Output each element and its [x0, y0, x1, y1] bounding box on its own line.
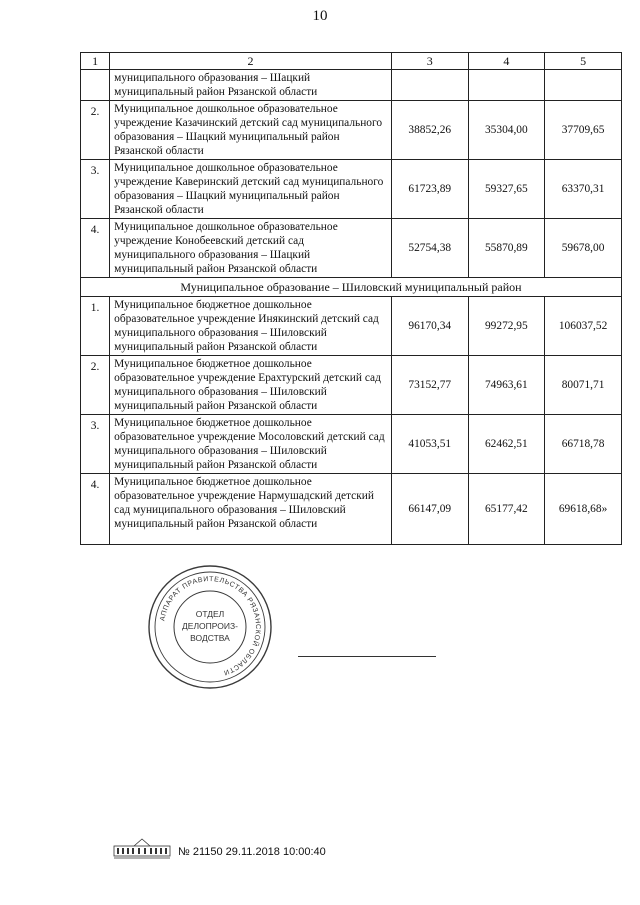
section-title: Муниципальное образование – Шиловский муниципальный район — [81, 278, 622, 297]
value-col3 — [391, 70, 468, 101]
building-emblem-icon — [112, 836, 172, 860]
institution-name: Муниципальное дошкольное образовательное учреждение Конобеевский детский сад муниципального образования – Шацкий муниципальный район Рязанской области — [110, 219, 392, 278]
page-number: 10 — [312, 8, 328, 24]
table-row — [81, 160, 622, 219]
table-row — [81, 101, 622, 160]
header-cell: 2 — [110, 53, 392, 70]
value-col5: 66718,78 — [545, 415, 622, 474]
value-col4: 74963,61 — [468, 356, 545, 415]
stamp-line-1: ОТДЕЛ — [195, 609, 225, 619]
table-row — [81, 219, 622, 278]
table-row — [81, 70, 622, 101]
value-col4: 35304,00 — [468, 101, 545, 160]
value-col4: 62462,51 — [468, 415, 545, 474]
table-row — [81, 356, 622, 415]
stamp-line-2: ДЕЛОПРОИЗ- — [182, 621, 238, 631]
value-col4 — [468, 70, 545, 101]
value-col3: 41053,51 — [391, 415, 468, 474]
row-number: 4. — [81, 474, 110, 545]
row-number: 4. — [81, 219, 110, 278]
institution-name: Муниципальное дошкольное образовательное учреждение Казачинский детский сад муниципального образования – Шацкий муниципальный район Рязанской области — [110, 101, 392, 160]
institution-name: Муниципальное дошкольное образовательное учреждение Каверинский детский сад муниципального образования – Шацкий муниципальный район Рязанской области — [110, 160, 392, 219]
table-header-row — [81, 53, 622, 70]
footer — [112, 836, 326, 865]
row-number — [81, 70, 110, 101]
stamp-line-3: ВОДСТВА — [190, 633, 230, 643]
row-number: 2. — [81, 356, 110, 415]
institution-name: муниципального образования – Шацкий муниципальный район Рязанской области — [110, 70, 392, 101]
table-row — [81, 474, 622, 545]
row-number: 1. — [81, 297, 110, 356]
value-col3: 66147,09 — [391, 474, 468, 545]
section-header-row — [81, 278, 622, 297]
value-col3: 38852,26 — [391, 101, 468, 160]
value-col5: 80071,71 — [545, 356, 622, 415]
institution-name: Муниципальное бюджетное дошкольное образовательное учреждение Инякинский детский сад муниципального образования – Шиловский муниципальный район Рязанской области — [110, 297, 392, 356]
value-col5 — [545, 70, 622, 101]
official-stamp — [147, 564, 273, 690]
table-row — [81, 415, 622, 474]
institution-name: Муниципальное бюджетное дошкольное образовательное учреждение Мосоловский детский сад муниципального образования – Шиловский муниципальный район Рязанской области — [110, 415, 392, 474]
value-col5: 106037,52 — [545, 297, 622, 356]
registration-number: № 21150 29.11.2018 10:00:40 — [178, 846, 326, 858]
institution-name: Муниципальное бюджетное дошкольное образовательное учреждение Нармушадский детский сад муниципального образования – Шиловский муниципальный район Рязанской области — [110, 474, 392, 545]
value-col5: 37709,65 — [545, 101, 622, 160]
institution-name: Муниципальное бюджетное дошкольное образовательное учреждение Ерахтурский детский сад муниципального образования – Шиловский муниципальный район Рязанской области — [110, 356, 392, 415]
value-col5: 69618,68» — [545, 474, 622, 545]
value-col4: 99272,95 — [468, 297, 545, 356]
value-col3: 96170,34 — [391, 297, 468, 356]
header-cell: 5 — [545, 53, 622, 70]
header-cell: 1 — [81, 53, 110, 70]
signature-line — [298, 656, 436, 657]
data-table — [80, 52, 622, 545]
value-col4: 65177,42 — [468, 474, 545, 545]
value-col3: 61723,89 — [391, 160, 468, 219]
row-number: 3. — [81, 415, 110, 474]
value-col3: 73152,77 — [391, 356, 468, 415]
value-col4: 55870,89 — [468, 219, 545, 278]
value-col4: 59327,65 — [468, 160, 545, 219]
header-cell: 3 — [391, 53, 468, 70]
stamp-ring-text: АППАРАТ ПРАВИТЕЛЬСТВА РЯЗАНСКОЙ ОБЛАСТИ — [159, 575, 262, 676]
value-col5: 63370,31 — [545, 160, 622, 219]
row-number: 2. — [81, 101, 110, 160]
row-number: 3. — [81, 160, 110, 219]
table-row — [81, 297, 622, 356]
value-col3: 52754,38 — [391, 219, 468, 278]
header-cell: 4 — [468, 53, 545, 70]
value-col5: 59678,00 — [545, 219, 622, 278]
